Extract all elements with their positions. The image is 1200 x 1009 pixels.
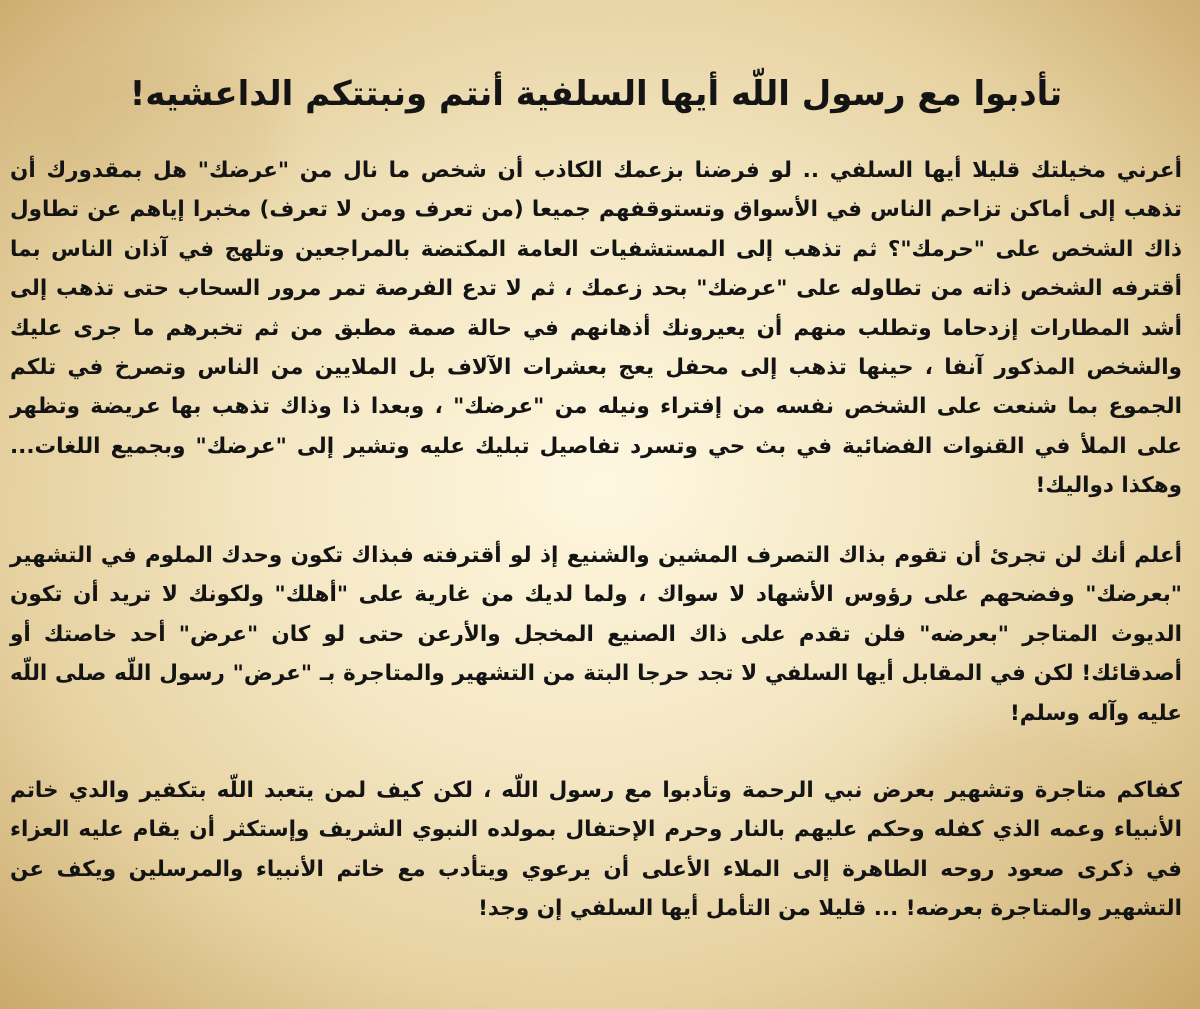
- article: [10, 0, 1182, 1009]
- article-title: تأدبوا مع رسول اللّه أيها السلفية أنتم ونبتتكم الداعشيه!: [129, 74, 1063, 114]
- paragraph-3: كفاكم متاجرة وتشهير بعرض نبي الرحمة وتأدبوا مع رسول اللّه ، لكن كيف لمن يتعبد اللّه بتكفير والدي خاتم الأنبياء وعمه الذي كفله وحكم عليهم بالنار وحرم الإحتفال بمولده النبوي الشريف وإستكثر أن يقام عليه العزاء في ذكرى صعود روحه الطاهرة إلى الملاء الأعلى أن يرعوي ويتأدب مع خاتم الأنبياء والمرسلين ويكف عن التشهير والمتاجرة بعرضه! ... قليلا من التأمل أيها السلفي إن وجد!: [10, 778, 1182, 922]
- paragraph-2: أعلم أنك لن تجرئ أن تقوم بذاك التصرف المشين والشنيع إذ لو أقترفته فبذاك تكون وحدك الملوم في التشهير "بعرضك" وفضحهم على رؤوس الأشهاد لا سواك ، ولما لديك من غارية على "أهلك" ولكونك لا تريد أن تكون الديوث المتاجر "بعرضه" فلن تقدم على ذاك الصنيع المخجل والأرعن حتى لو كان "عرض" أحد خاصتك أو أصدقائك! لكن في المقابل أيها السلفي لا تجد حرجا البتة من التشهير والمتاجرة بـ "عرض" رسول اللّه صلى اللّه عليه وآله وسلم!: [10, 543, 1182, 726]
- paragraph-1: أعرني مخيلتك قليلا أيها السلفي .. لو فرضنا بزعمك الكاذب أن شخص ما نال من "عرضك" هل بمقدورك أن تذهب إلى أماكن تزاحم الناس في الأسواق وتستوقفهم جميعا (من تعرف ومن لا تعرف) مخبرا إياهم عن تطاول ذاك الشخص على "حرمك"؟ ثم تذهب إلى المستشفيات العامة المكتضة بالمراجعين وتلهج في آذان الناس بما أقترفه الشخص ذاته من تطاوله على "عرضك" بحد زعمك ، ثم لا تدع الفرصة تمر مرور السحاب حتى تذهب إلى أشد المطارات إزدحاما وتطلب منهم أن يعيرونك أذهانهم في حالة صمة مطبق من ثم تخبرهم ما جرى عليك والشخص المذكور آنفا ، حينها تذهب إلى محفل يعج بعشرات الآلاف بل الملايين من الناس وتصرخ في تلكم الجموع بما شنعت على الشخص نفسه من إفتراء ونيله من "عرضك" ، وبعدا ذا وذاك تذهب بها عريضة وتظهر على الملأ في القنوات الفضائية في بث حي وتسرد تفاصيل تبليك عليه وتشير إلى "عرضك" وبجميع اللغات... وهكذا دواليك!: [10, 158, 1182, 499]
